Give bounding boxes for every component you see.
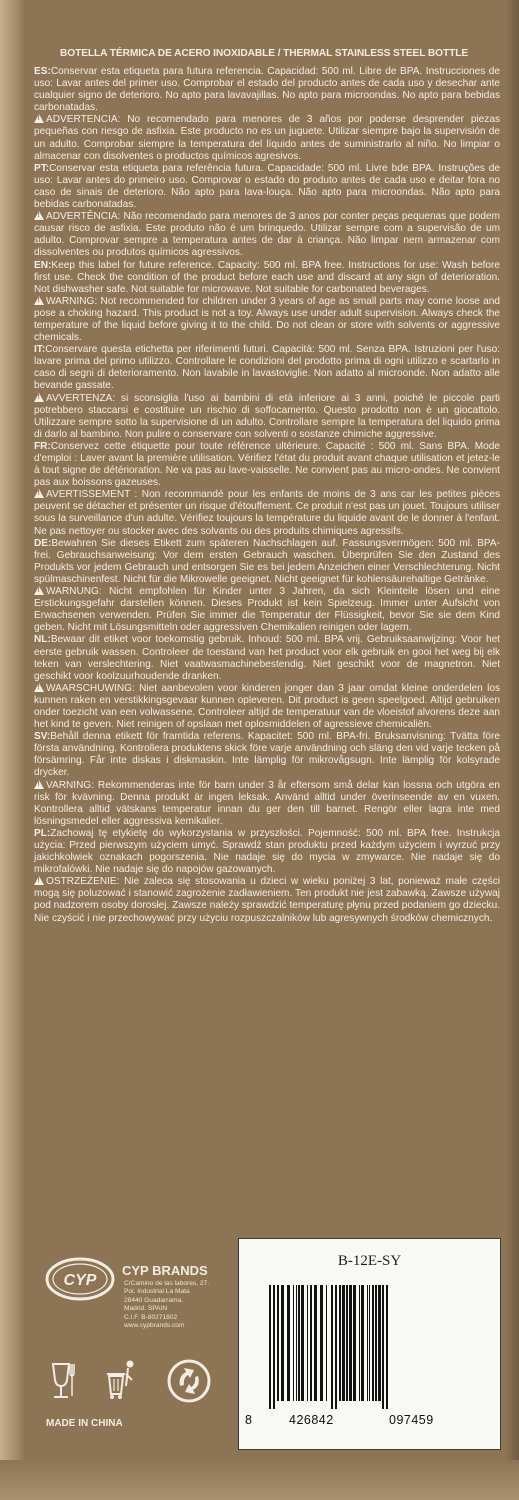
language-code: ES: (34, 66, 51, 77)
barcode-bar (331, 1285, 333, 1409)
barcode-bar (293, 1285, 294, 1401)
paragraph-text: Conservare questa etichetta per riferimenti futuri. Capacità: 500 ml. Senza BPA. Istruzioni per l'uso: lavare prima del primo utilizzo. Controllare le condizioni del prodotto prima di ogni utilizzo e scartarlo in caso di segni di deterioramento. Non lavabile in lavastoviglie. Non adatto al microonde. Non adatto alle bevande gassate. (34, 344, 500, 392)
paragraph-text: AVVERTENZA: si sconsiglia l'uso ai bambini di età inferiore ai 3 anni, poiché le piccole parti potrebbero staccarsi e costituire un rischio di soffocamento. Questo prodotto non è un giocattolo. Utilizzare sempre sotto la supervisione di un adulto. Controllare sempre la temperatura del liquido prima di darlo al bambino. Non pulire o conservare con solventi o sostanze chimiche aggressive. (34, 392, 500, 440)
barcode-bar (386, 1285, 388, 1409)
warning-icon (34, 586, 44, 595)
language-code: PL: (34, 827, 51, 839)
barcode-bar (281, 1285, 284, 1401)
barcode-bar (375, 1285, 377, 1401)
barcode-bar (320, 1285, 323, 1401)
barcode-bar (335, 1285, 337, 1409)
paragraph-text: Behåll denna etikett för framtida referens. Kapacitet: 500 ml. BPA-fri. Bruksanvisning: Tvätta före första användning. Kontrollera produktens skick före varje användning och släng den vid varje tecken på försämring. Får inte diskas i diskmaskin. Inte lämplig för mikrovågsugn. Inte lämplig för kolsyrade drycker. (34, 731, 500, 779)
paragraph-text: WARNING: Not recommended for children under 3 years of age as small parts may come loose and pose a choking hazard. This product is not a toy. Always use under adult supervision. Always check the temperature of the liquid before giving it to the child. Do not clean or store with solvents or aggressive chemicals. (34, 295, 500, 344)
warning-paragraph (34, 683, 500, 731)
address-line: C/Camino de las labores, 27. (124, 1280, 210, 1287)
instructions-paragraph (34, 344, 500, 392)
address-line: www.cypbrands.com (124, 1322, 185, 1330)
warning-icon (34, 393, 44, 402)
paragraph-text: ADVERTENCIA: No recomendado para menores de 3 años por poderse desprender piezas pequeñas con riesgo de asfixia. Este producto no es un juguete. Utilizar siempre bajo la supervisión de un adulto. Comprobar siempre la temperatura del líquido antes de suministrarlo al niño. No limpiar o almacenar con disolventes o productos químicos agresivos. (34, 114, 500, 162)
barcode-bar (339, 1285, 341, 1401)
warning-icon (34, 780, 44, 789)
barcode-bar (372, 1285, 374, 1401)
barcode-bar (353, 1285, 356, 1401)
paragraph-text: Bewaar dit etiket voor toekomstig gebruik. Inhoud: 500 ml. BPA vrij. Gebruiksaanwijzing: Voor het eerste gebruik wassen. Controleer de toestand van het product voor elk gebruik en gooi het weg bij elk teken van verslechtering. Niet vaatwasmachinebestendig. Niet geschikt voor de magnetron. Niet geschikt voor koolzuurhoudende dranken. (34, 634, 500, 682)
barcode-bar (307, 1285, 308, 1401)
made-in-label: MADE IN CHINA (46, 1418, 123, 1429)
barcode-bar (277, 1285, 279, 1401)
barcode-bar (287, 1285, 290, 1401)
paragraph-text: Conservez cette étiquette pour toute référence ultérieure. Capacité : 500 ml. Sans BPA. Mode d'emploi : Laver avant la première utilisation. Vérifiez l'état du produit avant chaque utilisation et jetez-le à tout signe de détérioration. Ne va pas au lave-vaisselle. Ne convient pas au micro-ondes. Ne convient pas aux boissons gazeuses. (34, 440, 500, 489)
barcode-bar (382, 1285, 384, 1409)
warning-paragraph (34, 876, 500, 924)
warning-icon (34, 296, 44, 305)
barcode-bar (310, 1285, 312, 1401)
warning-paragraph (34, 393, 500, 441)
product-title: BOTELLA TÉRMICA DE ACERO INOXIDABLE / THERMAL STAINLESS STEEL BOTTLE (60, 48, 469, 59)
barcode-left-digits: 426842 (289, 1413, 334, 1427)
brand-address (124, 1280, 234, 1330)
warning-icon (34, 876, 44, 885)
instructions-paragraph (34, 634, 500, 682)
address-line: 28440 Guadarrama. (124, 1296, 184, 1304)
box-edge-right (507, 0, 519, 1500)
paragraph-text: Conservar esta etiqueta para referência futura. Capacidade: 500 ml. Livre bde BPA. Instruções de uso: Lavar antes do primeiro uso. Comprovar o estado do produto antes de cada uso e deitar fora no caso de sinais de deterioro. Não apto para lava-louça. Não apto para microondas. Não apto para bebidas carbonatadas. (34, 162, 500, 211)
language-code: IT: (34, 344, 46, 356)
recycle-bin-icon (104, 1358, 138, 1402)
paragraph-text: AVERTISSEMENT : Non recommandé pour les enfants de moins de 3 ans car les petites pièces peuvent se détacher et présenter un risque d'étouffement. Ce produit n'est pas un jouet. Toujours utiliser sous la surveillance d'un adulte. Vérifiez toujours la température du liquide avant de le donner à l'enfant. Ne pas nettoyer ou stocker avec des solvants ou des produits chimiques agressifs. (34, 489, 500, 537)
paragraph-text: OSTRZEŻENIE: Nie zaleca się stosowania u dzieci w wieku poniżej 3 lat, ponieważ małe części mogą się poluzować i stanowić zagrożenie zadławieniem. Ten produkt nie jest zabawką. Zawsze używaj pod nadzorem osoby dorosłej. Zawsze należy sprawdzić temperaturę płynu przed podaniem go dziecku. Nie czyścić i nie przechowywać przy użyciu rozpuszczalników lub agresywnych środków chemicznych. (34, 876, 500, 924)
paragraph-text: WARNUNG: Nicht empfohlen für Kinder unter 3 Jahren, da sich Kleinteile lösen und eine Erstickungsgefahr darstellen können. Dieses Produkt ist kein Spielzeug. Immer unter Aufsicht von Erwachsenen verwenden. Prüfen Sie immer die Temperatur der Flüssigkeit, bevor Sie sie dem Kind geben. Nicht mit Lösungsmitteln oder aggressiven Chemikalien reinigen oder lagern. (34, 586, 500, 634)
barcode-bar (326, 1285, 327, 1401)
language-code: DE: (34, 537, 52, 549)
language-code: EN: (34, 259, 52, 271)
warning-icon (34, 489, 44, 498)
box-edge-left (0, 0, 24, 1500)
barcode-right-digits: 097459 (389, 1413, 434, 1427)
address-line: Madrid. SPAIN (124, 1305, 168, 1313)
warning-paragraph (34, 780, 500, 828)
paragraph-text: Keep this label for future reference. Capacity: 500 ml. BPA free. Instructions for use: Wash before first use. Check the condition of the product before each use and discard at any sign of deterioration. Not dishwasher safe. Not suitable for microwave. Not suitable for carbonated beverages. (34, 259, 500, 295)
barcode-bar (378, 1285, 381, 1401)
warning-paragraph (34, 296, 500, 344)
paragraph-text: Conservar esta etiqueta para futura referencia. Capacidad: 500 ml. Libre de BPA. Instrucciones de uso: Lavar antes del primer uso. Comprobar el estado del producto antes de cada uso y desechar ante cualquier signo de deterioro. No apto para lavavajillas. No apto para microondas. No apto para bebidas carbonatadas. (34, 66, 500, 114)
barcode-bar (314, 1285, 317, 1401)
barcode-bar (301, 1285, 304, 1401)
address-line: C.I.F. B-80271802 (124, 1313, 178, 1321)
instructions-paragraph (34, 66, 500, 114)
language-code: FR: (34, 440, 51, 452)
instructions-paragraph (34, 538, 500, 586)
barcode-bar (273, 1285, 275, 1409)
warning-icon (34, 114, 44, 123)
paragraph-text: Bewahren Sie dieses Etikett zum späteren Nachschlagen auf. Fassungsvermögen: 500 ml. BPA-frei. Gebrauchsanweisung: Vor dem ersten Gebrauch waschen. Überprüfen Sie den Zustand des Produkts vor jedem Gebrauch und entsorgen Sie es bei jedem Anzeichen einer Verschlechterung. Nicht spülmaschinenfest. Nicht für die Mikrowelle geeignet. Nicht geeignet für kohlensäurehaltige Getränke. (34, 537, 500, 585)
warning-icon (34, 683, 44, 692)
barcode-bar (361, 1285, 364, 1401)
barcode-bar (269, 1285, 271, 1409)
brand-name: CYP BRANDS (122, 1263, 208, 1278)
barcode-bar (296, 1285, 297, 1401)
warning-paragraph (34, 489, 500, 537)
warning-icon (34, 211, 44, 220)
barcode-bar (298, 1285, 300, 1401)
cyp-brand-logo (44, 1256, 116, 1302)
instructions-paragraph (34, 163, 500, 211)
instructions-paragraph (34, 731, 500, 779)
instructions-paragraph (34, 828, 500, 876)
warning-paragraph (34, 114, 500, 162)
ean-barcode (259, 1285, 489, 1409)
barcode-bar (346, 1285, 348, 1401)
barcode-first-digit: 8 (245, 1413, 253, 1427)
barcode-bar (349, 1285, 352, 1401)
warning-paragraph (34, 211, 500, 259)
barcode-sticker (238, 1238, 501, 1450)
barcode-bar (359, 1285, 360, 1401)
sku-code: B-12E-SY (337, 1253, 402, 1269)
barcode-bar (367, 1285, 368, 1401)
barcode-bar (369, 1285, 370, 1401)
warning-paragraph (34, 586, 500, 634)
paragraph-text: Zachowaj tę etykietę do wykorzystania w przyszłości. Pojemność: 500 ml. BPA free. Instrukcja użycia: Przed pierwszym użyciem umyć. Sprawdź stan produktu przed każdym użyciem i wyrzuć przy jakichkolwiek oznakach pogorszenia. Nie nadaje się do mycia w zmywarce. Nie nadaje się do mikrofalówki. Nie nadaje się do napojów gazowanych. (34, 827, 500, 876)
paragraph-text: WAARSCHUWING: Niet aanbevolen voor kinderen jonger dan 3 jaar omdat kleine onderdelen los kunnen raken en verstikkingsgevaar kunnen opleveren. Dit product is geen speelgoed. Altijd gebruiken onder toezicht van een volwassene. Controleer altijd de temperatuur van de vloeistof alvorens deze aan het kind te geven. Niet reinigen of opslaan met oplosmiddelen of agressieve chemicaliën. (34, 682, 500, 731)
language-code: NL: (34, 634, 51, 646)
box-edge-bottom (0, 1460, 519, 1500)
food-safe-icon (44, 1360, 78, 1400)
language-code: PT: (34, 162, 50, 174)
instructions-paragraph (34, 441, 500, 489)
barcode-bar (342, 1285, 345, 1401)
instructions-text-block (34, 66, 500, 925)
address-line: Pol. Industrial La Mata (124, 1288, 190, 1296)
paragraph-text: ADVERTÊNCIA: Não recomendado para menores de 3 anos por conter peças pequenas que podem causar risco de asfixia. Este produto não é um brinquedo. Utilizar sempre com a supervisão de um adulto. Comprovar sempre a temperatura antes de dar à criança. Não limpar nem armazenar com dissolventes ou produtos químicos agressivos. (34, 211, 500, 259)
recycle-icon (166, 1358, 212, 1404)
paragraph-text: VARNING: Rekommenderas inte för barn under 3 år eftersom små delar kan lossna och utgöra en risk för kvävning. Denna produkt är ingen leksak. Använd alltid under överinseende av en vuxen. Kontrollera alltid vätskans temperatur innan du ger den till barnet. Rengör eller lagra inte med lösningsmedel eller aggressiva kemikalier. (34, 779, 500, 827)
instructions-paragraph (34, 260, 500, 296)
language-code: SV: (34, 731, 51, 743)
svg-text:CYP: CYP (63, 1272, 97, 1289)
